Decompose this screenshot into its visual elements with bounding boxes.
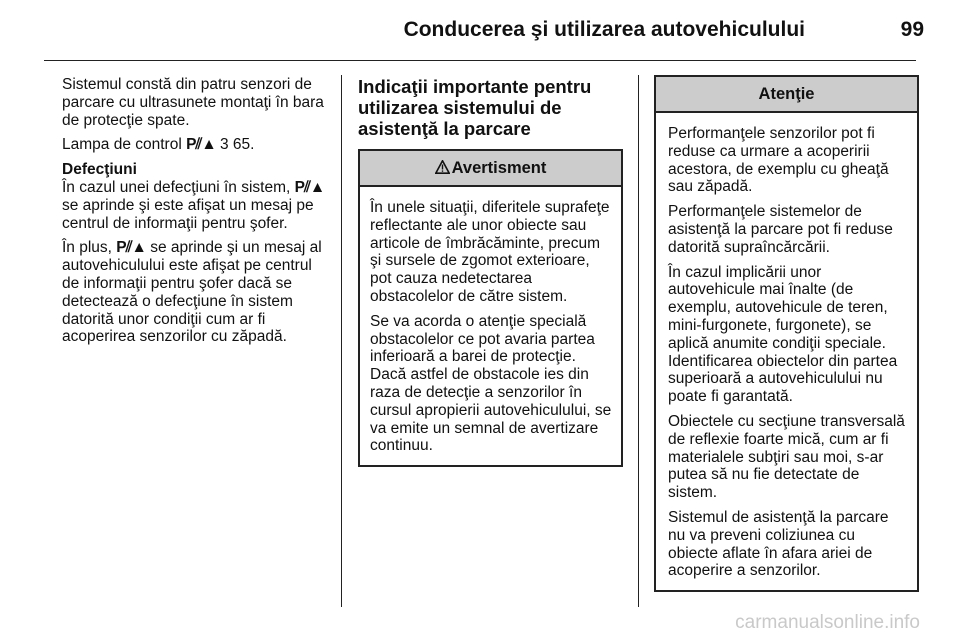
warning-box-body [360,187,621,465]
attention-box-header [656,77,917,113]
attention-box-body [656,113,917,590]
additional-text-pre: În plus, [62,239,112,257]
warning-box-header [360,151,621,187]
page-header-title: Conducerea şi utilizarea autovehiculului [403,18,805,41]
warning-paragraph: Se va acorda o atenţie specială obstacolelor ce pot avaria partea inferioară a barei de protecţie. Dacă astfel de obstacole ies din raza de detecţie a senzorilor în cursul apropierii autovehiculului, se va emite un semnal de avertizare continuu. [370,312,612,455]
control-lamp-page-ref: 3 65. [220,136,255,154]
faults-paragraph [62,179,330,232]
page-number: 99 [900,18,924,41]
control-lamp-label: Lampa de control [62,136,182,154]
faults-text-pre: În cazul unei defecţiuni în sistem, [62,178,291,196]
warning-box [358,149,623,467]
attention-box [654,75,919,592]
faults-heading: Defecţiuni [62,161,137,179]
column-divider-left [341,75,342,607]
attention-paragraph: Performanţele sistemelor de asistenţă la parcare pot fi reduse datorită supraîncărcării. [668,203,893,256]
control-lamp-paragraph [62,136,330,154]
parking-assist-icon: P⫽▲ [116,239,146,257]
additional-text-post: se aprinde şi un mesaj al autovehiculului este afişat pe centrul de informaţii pentru şofer dacă se detectează o defecţiune în sistem datorită unor condiţii cum ar fi acoperirea senzorilor cu zăpadă. [62,239,322,346]
attention-box-title: Atenţie [758,85,815,103]
additional-fault-paragraph [62,239,330,346]
column-divider-right [638,75,639,607]
warning-box-title: Avertisment [451,159,547,177]
right-column [654,75,919,592]
warning-paragraph: În unele situaţii, diferitele suprafeţe reflectante ale unor obiecte sau articole de îmbrăcăminte, precum şi sursele de zgomot exterioare, pot cauza nedetectarea obstacolelor de către sistem. [370,199,610,305]
attention-paragraph: Performanţele senzorilor pot fi reduse ca urmare a acoperirii acestora, de exemplu cu gheaţă sau zăpadă. [668,125,889,196]
faults-text-post: se aprinde şi este afişat un mesaj pe centrul de informaţii pentru şofer. [62,196,314,232]
watermark: carmanualsonline.info [735,612,920,633]
left-column [62,76,330,353]
attention-paragraph: În cazul implicării unor autovehicule mai înalte (de exemplu, autovehicule de teren, mini-furgonete, furgonete), se aplică anumite condiţii speciale. Identificarea obiectelor din partea superioară a autovehiculului nu poate fi garantată. [668,263,898,406]
attention-paragraph: Obiectele cu secţiune transversală de reflexie foarte mică, cum ar fi materialele subţiri sau moi, s-ar putea să nu fie detectate de sistem. [668,412,905,502]
attention-paragraph: Sistemul de asistenţă la parcare nu va preveni coliziunea cu obiecte aflate în afara ariei de acoperire a senzorilor. [668,508,889,580]
parking-assist-icon: P⫽▲ [186,136,216,154]
warning-triangle-icon [435,152,450,186]
header-divider [44,60,916,61]
intro-paragraph: Sistemul constă din patru senzori de parcare cu ultrasunete montaţi în bara de protecţie spate. [62,76,324,129]
section-title: Indicaţii importante pentru utilizarea sistemului de asistenţă la parcare [358,76,592,139]
parking-assist-icon: P⫽▲ [294,178,325,196]
middle-column [358,76,623,467]
